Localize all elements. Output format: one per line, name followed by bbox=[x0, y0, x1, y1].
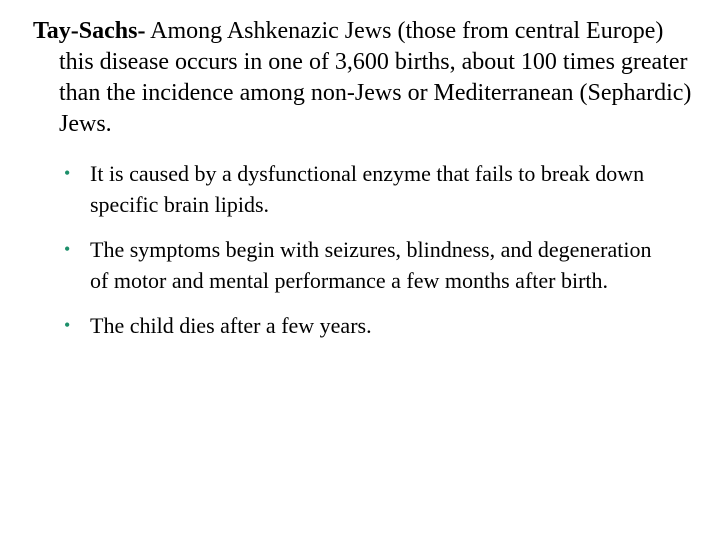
bullet-item bbox=[64, 234, 664, 296]
intro-paragraph bbox=[33, 16, 699, 140]
bullet-list bbox=[64, 158, 664, 355]
intro-text: Among Ashkenazic Jews (those from central Europe) this disease occurs in one of 3,600 births, about 100 times greater than the incidence among non-Jews or Mediterranean (Sephardic) Jews. bbox=[59, 18, 692, 137]
bullet-text: It is caused by a dysfunctional enzyme that fails to break down specific brain lipids. bbox=[90, 161, 645, 217]
bullet-text: The child dies after a few years. bbox=[90, 313, 372, 338]
bullet-dot-icon: • bbox=[64, 163, 71, 183]
disease-term: Tay-Sachs- bbox=[33, 18, 146, 44]
bullet-item bbox=[64, 158, 664, 220]
bullet-text: The symptoms begin with seizures, blindness, and degeneration of motor and mental performance a few months after birth. bbox=[90, 237, 652, 293]
bullet-dot-icon: • bbox=[64, 239, 71, 259]
bullet-dot-icon: • bbox=[64, 315, 71, 335]
bullet-item bbox=[64, 310, 664, 341]
